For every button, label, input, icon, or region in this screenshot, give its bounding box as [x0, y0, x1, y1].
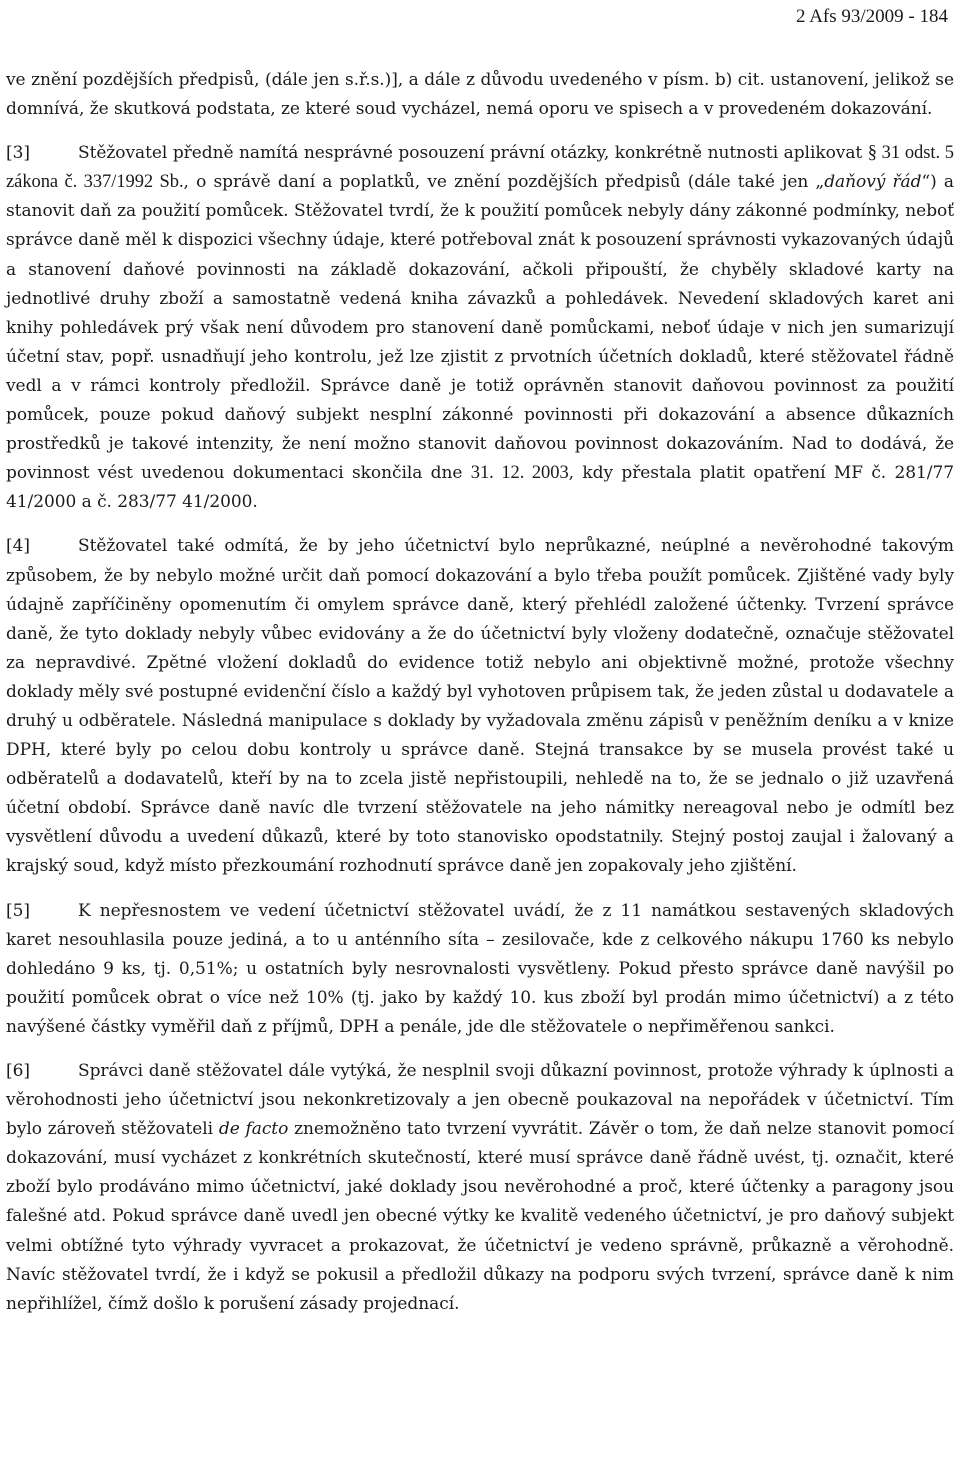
intro-text: ve znění pozdějších předpisů, (dále jen s.ř.s.)], a dále z důvodu uvedeného v písm. b) cit. ustanovení, jelikož se domnívá, že skutková podstata, ze které soud vycházel, nemá oporu ve spisech a v provedeném dokazování. — [6, 70, 954, 120]
paragraph-text: “) a stanovit daň za použití pomůcek. Stěžovatel tvrdí, že k použití pomůcek nebyly dány zákonné podmínky, neboť správce daně měl k dispozici všechny údaje, které potřeboval znát k posouzení správnosti vykazovaných údajů a stanovení daňové povinnosti na základě dokazování, ačkoli připouští, že chyběly skladové karty na jednotlivé druhy zboží a samostatně vedená kniha závazků a pohledávek. Nevedení skladových karet ani knihy pohledávek prý však není důvodem pro stanovení daně pomůckami, neboť údaje v nich jen sumarizují účetní stav, popř. usnadňují jeho kontrolu, jež lze zjistit z prvotních účetních dokladů, které stěžovatel řádně vedl a v rámci kontroly předložil. Správce daně je totiž oprávněn stanovit daňovou povinnost za použití pomůcek, pouze pokud daňový subjekt nesplní zákonné povinnosti při dokazování a absence důkazních prostředků je takové intenzity, že není možno stanovit daňovou povinnost dokazováním. Nad to dodává, že povinnost vést uvedenou dokumentaci skončila dne — [6, 172, 954, 484]
date-reference: 31. 12. 2003 — [470, 463, 569, 484]
case-number-header: 2 Afs 93/2009 - 184 — [796, 6, 948, 27]
paragraph-text: Správci daně stěžovatel dále vytýká, že nesplnil svoji důkazní povinnost, protože výhrady k úplnosti a věrohodnosti jeho účetnictví jsou nekonkretizovaly a jen obecně poukazoval na nepořádek v účetnictví. Tím bylo zároveň stěžovateli — [6, 1061, 954, 1140]
paragraph-text: K nepřesnostem ve vedení účetnictví stěžovatel uvádí, že z 11 namátkou sestavených skladových karet nesouhlasila pouze jediná, a to u anténního síta – zesilovače, kde z celkového nákupu 1760 ks nebylo dohledáno 9 ks, tj. 0,51%; u ostatních byly nesrovnalosti vysvětleny. Pokud přesto správce daně navýšil po použití pomůcek obrat o více než 10% (tj. jako by každý 10. kus zboží byl prodán mimo účetnictví) a z této navýšené částky vyměřil daň z příjmů, DPH a penále, jde dle stěžovatele o nepřiměřenou sankci. — [6, 900, 954, 1037]
paragraph-number: [3] — [6, 143, 30, 164]
paragraph-text: , kdy přestala platit opatření MF č. 281/77 41/2000 a č. 283/77 41/2000. — [6, 463, 954, 513]
document-body — [6, 66, 954, 1319]
paragraph-3 — [6, 139, 954, 517]
paragraph-text: Stěžovatel předně namítá nesprávné posouzení právní otázky, konkrétně nutnosti aplikovat — [78, 143, 868, 164]
paragraph-text: Stěžovatel také odmítá, že by jeho účetnictví bylo neprůkazné, neúplné a nevěrohodné takovým způsobem, že by nebylo možné určit daň pomocí dokazování a bylo třeba použít pomůcek. Zjištěné vady byly údajně zapříčiněny opomenutím či omylem správce daně, který přehlédl založené účtenky. Tvrzení správce daně, že tyto doklady nebyly vůbec evidovány a že do účetnictví byly vloženy dodatečně, označuje stěžovatel za nepravdivé. Zpětné vložení dokladů do evidence totiž nebylo ani objektivně možné, protože všechny doklady měly své postupné evidenční číslo a každý byl vyhotoven průpisem tak, že jeden zůstal u dodavatele a druhý u odběratele. Následná manipulace s doklady by vyžadovala změnu zápisů v peněžním deníku a v knize DPH, které byly po celou dobu kontroly u správce daně. Stejná transakce by se musela provést také u odběratelů a dodavatelů, kteří by na to zcela jistě nepřistoupili, nehledě na to, že se jednalo o již uzavřená účetní období. Správce daně navíc dle tvrzení stěžovatele na jeho námitky nereagoval nebo je odmítl bez vysvětlení důvodu a uvedení důkazů, které by toto stanovisko opodstatnily. Stejný postoj zaujal i žalovaný a krajský soud, když místo přezkoumání rozhodnutí správce daně jen zopakovaly jeho zjištění. — [6, 536, 954, 877]
intro-paragraph — [6, 66, 954, 124]
paragraph-text: , o správě daní a poplatků, ve znění pozdějších předpisů (dále také jen „ — [183, 172, 825, 193]
paragraph-6 — [6, 1057, 954, 1319]
document-page — [6, 0, 954, 1484]
paragraph-number: [5] — [6, 900, 30, 921]
italic-term: de facto — [218, 1119, 289, 1140]
italic-term: daňový řád — [824, 172, 922, 193]
paragraph-4 — [6, 532, 954, 881]
paragraph-number: [6] — [6, 1061, 30, 1081]
paragraph-number: [4] — [6, 536, 30, 557]
paragraph-text: znemožněno tato tvrzení vyvrátit. Závěr o tom, že daň nelze stanovit pomocí dokazování, musí vycházet z konkrétních skutečností, které musí správce daně řádně uvést, tj. označit, které zboží bylo prodáváno mimo účetnictví, jaké doklady jsou nevěrohodné a proč, které účtenky a paragony jsou falešné atd. Pokud správce daně uvedl jen obecné výtky ke kvalitě vedeného účetnictví, je pro daňový subjekt velmi obtížné tyto výhrady vyvracet a prokazovat, že účetnictví je vedeno správně, průkazně a věrohodně. Navíc stěžovatel tvrdí, že i když se pokusil a předložil důkazy na podporu svých tvrzení, správce daně k nim nepřihlížel, čímž došlo k porušení zásady projednací. — [6, 1119, 954, 1314]
paragraph-5 — [6, 897, 954, 1042]
statute-reference: § 31 odst. 5 zákona č. 337/1992 Sb. — [6, 143, 954, 193]
